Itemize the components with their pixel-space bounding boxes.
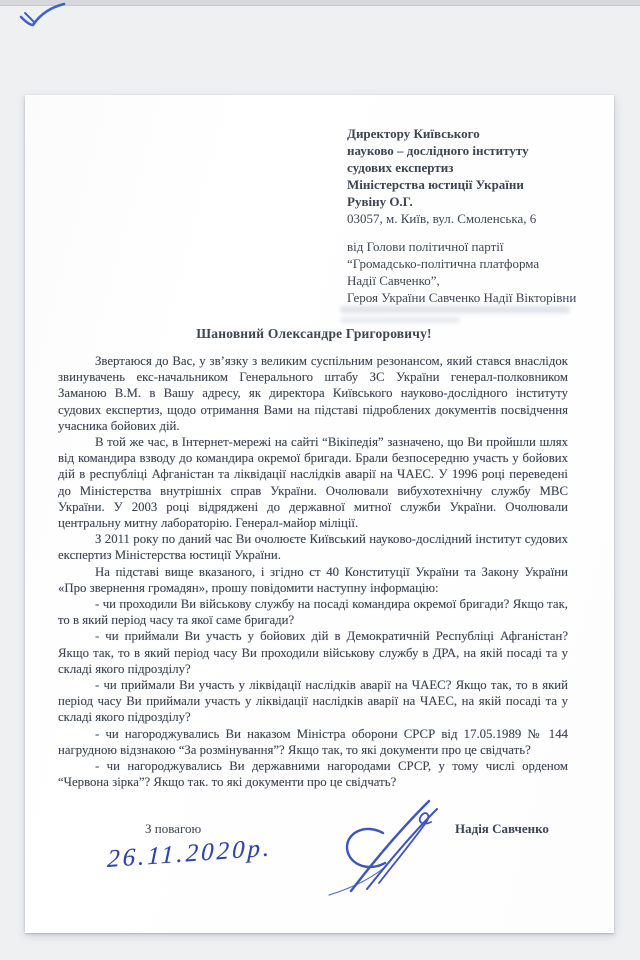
- body-paragraph: - чи приймали Ви участь у ліквідації наслідків аварії на ЧАЕС? Якщо так, то в який період часу Ви приймали участь у ліквідації наслідків аварії на ЧАЕС, на якій посаді та у складі якого підрозділу?: [58, 678, 568, 725]
- recipient-line: науково – дослідного інституту: [347, 143, 529, 158]
- handwritten-date: 26.11.2020р.: [106, 834, 273, 874]
- salutation: Шановний Олександре Григоровичу!: [196, 326, 432, 341]
- letter-page: [25, 95, 614, 933]
- body-paragraph: - чи нагороджувались Ви наказом Міністра оборони СРСР від 17.05.1989 № 144 нагрудною відзнакою “За розмінування”? Якщо так, то які документи про це свідчать?: [58, 726, 568, 757]
- sender-block: [347, 238, 607, 306]
- recipient-line: судових експертиз: [347, 160, 454, 175]
- recipient-address: 03057, м. Київ, вул. Смоленська, 6: [347, 211, 537, 226]
- recipient-block: [347, 125, 597, 227]
- sender-line: “Громадсько-політична платформа: [347, 256, 540, 271]
- closing-regards: З повагою: [145, 821, 202, 836]
- letter-body: [58, 353, 568, 790]
- signatory-name: Надія Савченко: [455, 821, 549, 836]
- sender-line: Надії Савченко”,: [347, 273, 440, 288]
- recipient-line: Рувіну О.Г.: [347, 194, 413, 209]
- redaction-smudge: [340, 306, 570, 313]
- redacted-address-line: [340, 306, 570, 327]
- body-paragraph: З 2011 року по даний час Ви очолюєте Київський науково-дослідний інститут судових експертиз Міністерства юстиції України.: [58, 532, 568, 563]
- body-paragraph: В той же час, в Інтернет-мережі на сайті “Вікіпедія” зазначено, що Ви пройшли шлях від командира взводу до командира окремої бригади. Брали безпосередню участь у бойових дій в республіці Афганістан та ліквідації наслідків аварії на ЧАЕС. У 1996 році переведені до Міністерства внутрішніх справ України. Очолювали вибухотехнічну службу МВС України. У 2003 році відряджені до державної митної служби України. Очолювали центральну митну лабораторію. Генерал-майор міліції.: [58, 435, 568, 531]
- page-top-strip: [0, 0, 640, 6]
- sender-line: від Голови політичної партії: [347, 239, 504, 254]
- body-paragraph: - чи нагороджувались Ви державними нагородами СРСР, у тому числі орденом “Червона зірка”? Якщо так. то які документи про це свідчать?: [58, 759, 568, 790]
- recipient-line: Міністерства юстиції України: [347, 177, 524, 192]
- sender-line: Героя України Савченко Надії Вікторівни: [347, 290, 577, 305]
- signature-image: [323, 781, 475, 899]
- pen-checkmark-icon: [16, 1, 76, 31]
- body-paragraph: - чи приймали Ви участь у бойових дій в Демократичній Республіці Афганістан? Якщо так, то в який період часу Ви проходили військову службу в ДРА, на якій посаді та у складі якого підрозділу?: [58, 629, 568, 676]
- body-paragraph: Звертаюся до Вас, у зв’язку з великим суспільним резонансом, який стався внаслідок звинувачень екс-начальником Генерального штабу ЗС України генерал-полковником Заманою В.М. в Вашу адресу, як директора Київського науково-дослідного інституту судових експертиз, щодо отримання Вами на підставі підроблених документів посвідчення учасника бойових дій.: [58, 354, 568, 433]
- body-paragraph: На підставі вище вказаного, і згідно ст 40 Конституції України та Закону України «Про звернення громадян», прошу повідомити наступну інформацію:: [58, 564, 568, 595]
- recipient-line: Директору Київського: [347, 126, 480, 141]
- body-paragraph: - чи проходили Ви військову службу на посаді командира окремої бригади? Якщо так, то в який період часу та якої саме бригади?: [58, 597, 568, 628]
- redaction-smudge: [340, 317, 460, 323]
